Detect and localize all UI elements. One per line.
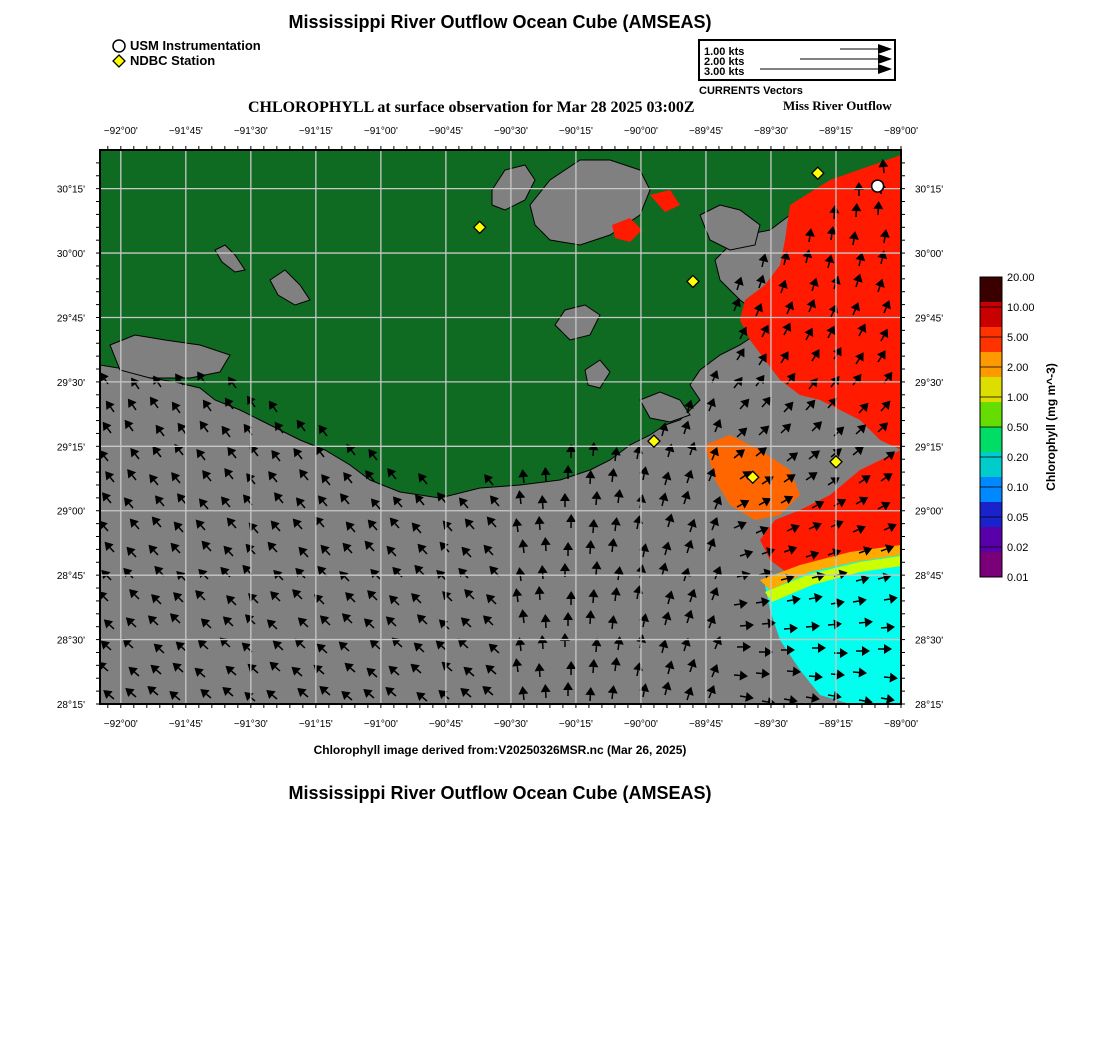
current-vector-shaft [523, 617, 524, 623]
current-vector-shaft [618, 644, 619, 650]
current-vector-shaft [523, 477, 524, 483]
vector-key-entry-3: 3.00 kts [704, 66, 745, 78]
current-vector-shaft [831, 234, 832, 240]
current-vector-shaft [762, 701, 768, 702]
lat-label-right: 28°45' [915, 571, 944, 583]
vector-key [699, 40, 895, 97]
lon-label-bottom: −90°00' [623, 719, 658, 730]
colorbar-tick-label: 0.02 [1007, 542, 1029, 554]
region-label: Miss River Outflow [783, 98, 892, 113]
colorbar-swatch [980, 452, 1002, 478]
lat-label-right: 29°45' [915, 313, 944, 325]
lat-label-right: 29°00' [915, 506, 944, 518]
current-vector-shaft [520, 498, 521, 504]
current-vector-shaft [884, 237, 885, 243]
lon-label-top: −89°30' [753, 126, 788, 137]
current-vector-shaft [520, 645, 521, 651]
colorbar-swatch [980, 352, 1002, 378]
current-vector-shaft [523, 694, 524, 700]
lat-label-right: 29°30' [915, 377, 944, 389]
lon-labels-top [104, 126, 918, 137]
lon-label-top: −90°30' [493, 126, 528, 137]
lon-label-bottom: −89°30' [753, 719, 788, 730]
lon-label-top: −90°45' [428, 126, 463, 137]
lat-label-left: 29°15' [56, 442, 85, 454]
lon-label-bottom: −90°30' [493, 719, 528, 730]
current-vector-shaft [734, 604, 740, 605]
lon-label-bottom: −92°00' [103, 719, 138, 730]
colorbar-swatch [980, 302, 1002, 328]
lat-label-left: 28°30' [56, 635, 85, 647]
current-vector-shaft [859, 622, 865, 623]
current-vector-shaft [612, 476, 613, 482]
lon-label-bottom: −89°45' [688, 719, 723, 730]
lon-label-bottom: −89°00' [884, 719, 918, 730]
current-vector-shaft [615, 665, 616, 671]
page-title: Mississippi River Outflow Ocean Cube (AMSEAS) [288, 12, 712, 32]
current-vector-shaft [520, 575, 521, 581]
lon-label-bottom: −90°45' [428, 719, 463, 730]
current-vector-shaft [756, 602, 762, 603]
lon-label-bottom: −91°30' [233, 719, 268, 730]
current-vector-shaft [806, 697, 812, 698]
colorbar-tick-label: 10.00 [1007, 302, 1035, 314]
lon-label-top: −89°45' [688, 126, 723, 137]
lat-label-left: 28°15' [56, 700, 85, 711]
current-vector-shaft [615, 595, 616, 601]
lat-label-left: 29°00' [56, 506, 85, 518]
lon-label-top: −90°15' [558, 126, 593, 137]
vector-key-entry-1: 1.00 kts [704, 46, 745, 58]
current-vector-shaft [734, 675, 740, 676]
lon-label-bottom: −89°15' [818, 719, 853, 730]
lat-labels-left [57, 185, 85, 711]
colorbar-swatch [980, 377, 1002, 403]
map-area [98, 150, 901, 707]
map-subtitle: CHLOROPHYLL at surface observation for Mar 28 2025 03:00Z [248, 99, 695, 116]
lon-label-top: −91°15' [298, 126, 333, 137]
current-vector-shaft [787, 600, 793, 601]
colorbar-tick-label: 0.50 [1007, 422, 1029, 434]
lon-label-top: −91°00' [363, 126, 398, 137]
lon-labels-bottom [104, 719, 918, 730]
current-vector-shaft [612, 693, 613, 699]
colorbar-swatch [980, 502, 1002, 528]
current-vector-shaft [809, 598, 815, 599]
colorbar-swatch [980, 277, 1002, 303]
current-vector-shaft [809, 236, 810, 242]
colorbar-tick-label: 2.00 [1007, 362, 1029, 374]
current-vector-shaft [517, 526, 518, 532]
colorbar-tick-label: 0.20 [1007, 452, 1029, 464]
lon-label-bottom: −91°45' [168, 719, 203, 730]
lat-label-left: 30°00' [56, 249, 85, 261]
current-vector-shaft [828, 624, 834, 625]
colorbar-tick-label: 20.00 [1007, 272, 1035, 284]
colorbar-swatch [980, 552, 1002, 578]
lat-label-left: 30°15' [56, 184, 85, 196]
colorbar-tick-label: 5.00 [1007, 332, 1029, 344]
lon-label-top: −92°00' [103, 126, 138, 137]
footer-title: Mississippi River Outflow Ocean Cube (AMSEAS) [288, 783, 712, 803]
usm-station-marker [872, 180, 884, 192]
lon-label-top: −89°15' [818, 126, 853, 137]
lat-label-left: 29°30' [56, 377, 85, 389]
colorbar [975, 270, 1095, 590]
colorbar-swatch [980, 477, 1002, 503]
colorbar-swatch [980, 527, 1002, 553]
current-vector-shaft [809, 676, 815, 677]
current-vector-shaft [740, 625, 746, 626]
colorbar-tick-label: 0.10 [1007, 482, 1029, 494]
current-vector-shaft [828, 695, 834, 696]
colorbar-tick-label: 0.01 [1007, 572, 1029, 584]
current-vector-shaft [615, 525, 616, 531]
lat-label-left: 28°45' [56, 571, 85, 583]
current-vector-shaft [859, 700, 865, 701]
lon-label-bottom: −90°15' [558, 719, 593, 730]
current-vector-shaft [618, 497, 619, 503]
current-vector-shaft [883, 167, 884, 173]
current-vector-shaft [853, 239, 854, 245]
vector-key-label: CURRENTS Vectors [699, 85, 803, 97]
colorbar-tick-label: 0.05 [1007, 512, 1029, 524]
lat-label-left: 29°45' [56, 313, 85, 325]
current-vector-shaft [784, 699, 790, 700]
current-vector-shaft [615, 455, 616, 461]
current-vector-shaft [881, 698, 887, 699]
current-vector-shaft [884, 599, 890, 600]
current-vector-shaft [762, 623, 768, 624]
vector-key-entry-2: 2.00 kts [704, 56, 745, 68]
current-vector-shaft [517, 666, 518, 672]
lat-label-right: 28°30' [915, 635, 944, 647]
lat-label-right: 30°15' [915, 184, 944, 196]
lat-label-right: 29°15' [915, 442, 944, 454]
colorbar-swatch [980, 402, 1002, 428]
colorbar-label: Chlorophyll (mg m^-3) [1044, 363, 1058, 491]
legend-ndbc-label: NDBC Station [130, 53, 216, 68]
colorbar-swatch [980, 427, 1002, 453]
lon-label-top: −91°30' [233, 126, 268, 137]
colorbar-swatch [980, 327, 1002, 353]
lat-label-right: 28°15' [915, 700, 944, 711]
lon-label-bottom: −91°00' [363, 719, 398, 730]
current-vector-shaft [523, 547, 524, 553]
lat-labels-right [915, 185, 943, 711]
colorbar-tick-label: 1.00 [1007, 392, 1029, 404]
current-vector-shaft [612, 623, 613, 629]
lon-label-top: −90°00' [623, 126, 658, 137]
current-vector-shaft [517, 596, 518, 602]
image-caption: Chlorophyll image derived from:V20250326MSR.nc (Mar 26, 2025) [313, 743, 687, 757]
current-vector-shaft [884, 677, 890, 678]
lon-label-top: −91°45' [168, 126, 203, 137]
current-vector-shaft [612, 546, 613, 552]
current-vector-shaft [853, 601, 859, 602]
current-vector-shaft [740, 696, 746, 697]
lon-label-top: −89°00' [884, 126, 918, 137]
lat-label-right: 30°00' [915, 249, 944, 261]
legend-usm-label: USM Instrumentation [130, 38, 261, 53]
lon-label-bottom: −91°15' [298, 719, 333, 730]
